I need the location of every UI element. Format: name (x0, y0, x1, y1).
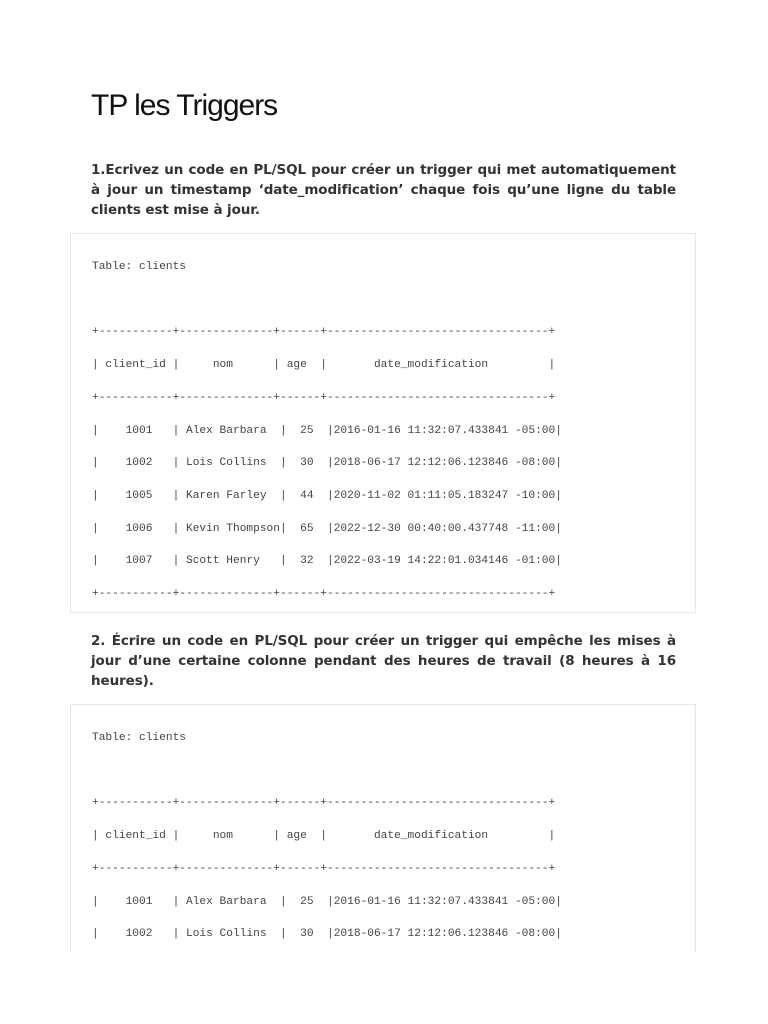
question-1: 1.Ecrivez un code en PL/SQL pour créer un trigger qui met automatiquement à jour un timestamp ‘date_modification’ chaque fois qu’une ligne du table clients est mise à jour. (91, 162, 676, 218)
question-2: 2. Écrire un code en PL/SQL pour créer un trigger qui empêche les mises à jour d’une certaine colonne pendant des heures de travail (8 heures à 16 heures). (91, 633, 676, 689)
page-title: TP les Triggers (91, 89, 278, 122)
code-block-2-text: Table: clients +-----------+--------------+------+---------------------------------+ | client_id | nom | age | date_modification | +-----------+--------------+------+---------------------------------+ | 1001 | Alex Barbara | 25 |2016-01-16 11:32:07.433841 -05:00| | 1002 | Lois Collins | 30 |2018-06-17 12:12:06.123846 -08:00| (92, 732, 562, 941)
code-block-1 (70, 233, 696, 613)
code-block-1-text: Table: clients +-----------+--------------+------+---------------------------------+ | client_id | nom | age | date_modification | +-----------+--------------+------+---------------------------------+ | 1001 | Alex Barbara | 25 |2016-01-16 11:32:07.433841 -05:00| | 1002 | Lois Collins | 30 |2018-06-17 12:12:06.123846 -08:00| | 1005 | Karen Farley | 44 |2020-11-02 01:11:05.183247 -10:00| | 1006 | Kevin Thompson| 65 |2022-12-30 00:40:00.437748 -11:00| | 1007 | Scott Henry | 32 |2022-03-19 14:22:01.034146 -01:00| +-----------+--------------+------+---------------------------------+ (92, 261, 562, 601)
code-block-2 (70, 704, 696, 953)
